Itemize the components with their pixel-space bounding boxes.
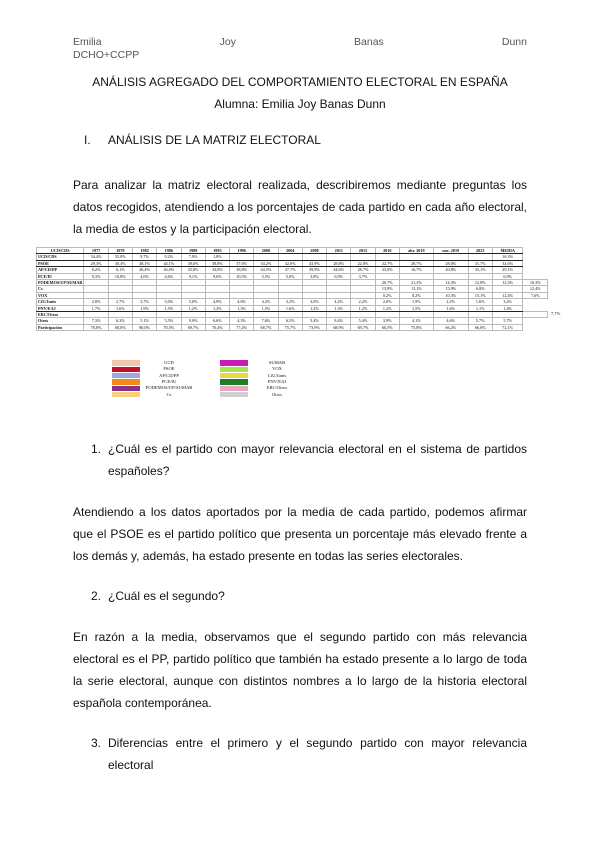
matrix-cell: 38,8% <box>230 267 254 273</box>
matrix-cell: 29,1% <box>492 267 523 273</box>
matrix-year-header: abr. 2019 <box>399 248 433 254</box>
matrix-cell: 28,8% <box>327 260 351 266</box>
legend-label: SUMAR <box>268 360 286 366</box>
matrix-year-header: 1979 <box>108 248 132 254</box>
matrix-year-header: 2015 <box>351 248 375 254</box>
matrix-row-label: VOX <box>37 292 84 298</box>
matrix-cell: 6,9% <box>327 273 351 279</box>
matrix-cell: 1,9% <box>399 299 433 305</box>
matrix-row-label: UCD/CDS <box>37 254 84 260</box>
matrix-row-label: Participación <box>37 324 84 330</box>
matrix-cell: 69,7% <box>181 324 205 330</box>
matrix-year-header: 1993 <box>205 248 229 254</box>
matrix-cell: 4,6% <box>157 273 181 279</box>
matrix-cell: 70,5% <box>157 324 181 330</box>
matrix-cell: 0,2% <box>399 292 433 298</box>
matrix-cell: 26,0% <box>157 267 181 273</box>
matrix-cell: 26,4% <box>132 267 156 273</box>
matrix-cell: 33,0% <box>375 267 399 273</box>
matrix-cell: 22,7% <box>375 260 399 266</box>
legend-swatch <box>112 373 140 379</box>
matrix-year-header: 1989 <box>181 248 205 254</box>
legend-label: ERC/Otros <box>266 385 288 391</box>
legend-swatch <box>220 379 248 385</box>
question-2-number: 2. <box>91 589 102 603</box>
matrix-cell: 13,1% <box>399 286 433 292</box>
matrix-cell: 6,5% <box>278 318 302 324</box>
matrix-cell: 66,2% <box>433 324 468 330</box>
legend-label: UCD <box>164 360 174 366</box>
matrix-cell: 42,6% <box>278 260 302 266</box>
matrix-cell: 39,6% <box>181 260 205 266</box>
matrix-cell: 22,0% <box>351 260 375 266</box>
matrix-cell: 5,0% <box>181 299 205 305</box>
matrix-cell: 14,3% <box>433 280 468 286</box>
matrix-cell: 12,4% <box>523 286 548 292</box>
matrix-cell: 8,2% <box>84 267 108 273</box>
legend-column-left <box>112 360 198 398</box>
matrix-cell: 28,0% <box>433 260 468 266</box>
legend-item <box>220 391 306 397</box>
matrix-cell: 4,2% <box>327 299 351 305</box>
matrix-cell: 7,6% <box>254 318 278 324</box>
matrix-cell: 1,8% <box>205 254 229 260</box>
matrix-corner-header: UCD/CDS <box>37 248 84 254</box>
question-1-number: 1. <box>91 442 102 456</box>
matrix-cell: 37,7% <box>278 267 302 273</box>
matrix-cell: 1,7% <box>84 305 108 311</box>
matrix-row-label: PNV/EAJ <box>37 305 84 311</box>
matrix-cell: 37,6% <box>230 260 254 266</box>
matrix-year-header: 2004 <box>278 248 302 254</box>
matrix-cell: 5,4% <box>351 318 375 324</box>
matrix-year-header: 1986 <box>157 248 181 254</box>
matrix-cell: 2,0% <box>375 299 399 305</box>
matrix-cell: 1,2% <box>205 305 229 311</box>
matrix-row-label: ERC/Otros <box>37 312 84 318</box>
matrix-cell: 68,0% <box>108 324 132 330</box>
matrix-cell: 1,6% <box>468 299 492 305</box>
question-2 <box>91 585 527 607</box>
matrix-cell: 7,3% <box>84 318 108 324</box>
matrix-cell: 5,5% <box>254 273 278 279</box>
question-3-text: Diferencias entre el primero y el segundo partido con mayor relevancia electoral <box>108 736 527 772</box>
matrix-cell: 1,3% <box>327 305 351 311</box>
electoral-matrix <box>36 247 581 331</box>
matrix-year-header: 2016 <box>375 248 399 254</box>
matrix-cell: 10,8% <box>108 273 132 279</box>
program-name: DCHO+CCPP <box>73 49 140 61</box>
matrix-cell: 34,8% <box>205 267 229 273</box>
matrix-cell: 34,4% <box>84 254 108 260</box>
legend-swatch <box>220 392 248 398</box>
matrix-cell: 4,1% <box>399 318 433 324</box>
matrix-row-label: Cs <box>37 286 84 292</box>
matrix-cell: 1,2% <box>302 305 326 311</box>
matrix-cell: 12,4% <box>492 292 523 298</box>
matrix-cell: 31,7% <box>468 260 492 266</box>
matrix-row-label: AP/CD/PP <box>37 267 84 273</box>
matrix-cell: 12,3% <box>492 280 523 286</box>
matrix-cell: 78,8% <box>84 324 108 330</box>
matrix-cell: 30,4% <box>108 260 132 266</box>
matrix-year-header: 1996 <box>230 248 254 254</box>
matrix-cell: 16,3% <box>492 254 523 260</box>
matrix-cell: 4,6% <box>230 299 254 305</box>
matrix-cell: 44,1% <box>157 260 181 266</box>
legend-swatch <box>112 360 140 366</box>
matrix-cell: 1,5% <box>254 305 278 311</box>
matrix-cell: 5,4% <box>302 318 326 324</box>
matrix-cell: 6,1% <box>108 267 132 273</box>
matrix-cell: 6,3% <box>108 318 132 324</box>
matrix-cell: 20,7% <box>375 280 399 286</box>
legend-swatch <box>112 386 140 392</box>
document-title <box>0 71 600 115</box>
legend-label: Cs <box>166 391 172 397</box>
matrix-cell: 38,8% <box>205 260 229 266</box>
legend-swatch <box>220 360 248 366</box>
legend-swatch <box>112 379 140 385</box>
matrix-cell: 34,2% <box>254 260 278 266</box>
matrix-row <box>37 324 548 330</box>
matrix-table <box>36 247 548 331</box>
matrix-cell: 5,7% <box>492 318 523 324</box>
matrix-cell: 8,4% <box>327 318 351 324</box>
matrix-cell: 28,7% <box>351 267 375 273</box>
legend-label: VOX <box>272 366 282 372</box>
matrix-cell: 72,1% <box>492 324 523 330</box>
matrix-cell: 5,0% <box>278 273 302 279</box>
legend-label: Otros <box>271 391 283 397</box>
matrix-cell: 33,1% <box>468 267 492 273</box>
matrix-row-label: CiU/Junts <box>37 299 84 305</box>
matrix-cell: 39,9% <box>302 267 326 273</box>
matrix-cell: 10,3% <box>433 292 468 298</box>
matrix-side-note: 7,7% <box>551 311 561 316</box>
matrix-cell: 4,6% <box>433 318 468 324</box>
matrix-cell: 6,9% <box>492 273 523 279</box>
page-header <box>73 36 527 61</box>
question-3 <box>91 732 527 776</box>
matrix-cell: 16,7% <box>399 267 433 273</box>
legend-swatch <box>220 367 248 373</box>
matrix-cell: 69,7% <box>351 324 375 330</box>
matrix-cell: 15,1% <box>468 292 492 298</box>
matrix-cell: 6,8% <box>468 286 492 292</box>
legend-label: PODEMOS/UP/SUMAR <box>145 385 193 391</box>
matrix-cell: 1,2% <box>181 305 205 311</box>
intro-paragraph: Para analizar la matriz electoral realizada, describiremos mediante preguntas los datos recogidos, atendiendo a los porcentajes de cada partido en cada año electoral, la media de estos y la participación electoral. <box>73 178 527 236</box>
matrix-cell: 5,7% <box>468 318 492 324</box>
matrix-cell: 1,2% <box>375 305 399 311</box>
legend-swatch <box>112 392 140 398</box>
question-3-number: 3. <box>91 736 102 750</box>
matrix-row-label: PCE/IU <box>37 273 84 279</box>
legend-label: PCE/IU <box>161 379 177 385</box>
matrix-cell: 9,3% <box>84 273 108 279</box>
matrix-cell <box>523 312 548 318</box>
matrix-cell: 80,0% <box>132 324 156 330</box>
legend-label: CiU/Junts <box>267 372 287 378</box>
matrix-cell: 44,6% <box>327 267 351 273</box>
matrix-cell: 9,6% <box>205 273 229 279</box>
matrix-cell: 20,8% <box>433 267 468 273</box>
matrix-row-label: Otros <box>37 318 84 324</box>
matrix-cell: 29,3% <box>84 260 108 266</box>
matrix-cell: 1,6% <box>433 305 468 311</box>
matrix-year-header: 2000 <box>254 248 278 254</box>
matrix-cell: 44,5% <box>254 267 278 273</box>
matrix-year-header: nov. 2019 <box>433 248 468 254</box>
legend-item <box>112 391 198 397</box>
matrix-cell: 1,5% <box>399 305 433 311</box>
matrix-cell: 7,6% <box>523 292 548 298</box>
student-line: Alumna: Emilia Joy Banas Dunn <box>214 97 386 111</box>
legend-swatch <box>112 367 140 373</box>
author-surname-1: Banas <box>354 36 384 48</box>
matrix-cell: 2,8% <box>84 299 108 305</box>
answer-1-paragraph: Atendiendo a los datos aportados por la media de cada partido, podemos afirmar que el PSOE es el partido político que presenta un porcentaje más elevado frente a los demás y, además, ha estado presente en todas las series electorales. <box>73 505 527 563</box>
matrix-cell: 3,2% <box>278 299 302 305</box>
matrix-cell: 3,7% <box>351 273 375 279</box>
matrix-cell: 1,3% <box>230 305 254 311</box>
matrix-year-header: 2011 <box>327 248 351 254</box>
question-2-text: ¿Cuál es el segundo? <box>108 589 225 603</box>
section-label: ANÁLISIS DE LA MATRIZ ELECTORAL <box>108 133 321 147</box>
matrix-cell: 34,6% <box>492 260 523 266</box>
main-title: ANÁLISIS AGREGADO DEL COMPORTAMIENTO ELECTORAL EN ESPAÑA <box>92 75 508 89</box>
matrix-cell: 25,8% <box>181 267 205 273</box>
matrix-cell: 2,2% <box>433 299 468 305</box>
author-middle-name: Joy <box>219 36 236 48</box>
matrix-row-label: PSOE <box>37 260 84 266</box>
matrix-cell: 4,2% <box>254 299 278 305</box>
matrix-body <box>37 254 548 331</box>
matrix-cell: 9,2% <box>157 254 181 260</box>
matrix-cell: 28,7% <box>399 260 433 266</box>
matrix-cell: 68,7% <box>254 324 278 330</box>
matrix-cell: 68,9% <box>327 324 351 330</box>
matrix-cell: 4,9% <box>205 299 229 305</box>
matrix-cell: 10,5% <box>230 273 254 279</box>
matrix-year-header: 2008 <box>302 248 326 254</box>
matrix-cell: 3,8% <box>302 273 326 279</box>
matrix-cell: 0,2% <box>375 292 399 298</box>
matrix-cell: 12,8% <box>468 280 492 286</box>
matrix-row-label: PODEMOS/UP/SUMAR <box>38 280 83 286</box>
matrix-cell: 77,4% <box>230 324 254 330</box>
answer-2-paragraph: En razón a la media, observamos que el segundo partido con más relevancia electoral es el PP, partido político que también ha estado presente a lo largo de toda la serie electoral, aunque con distintos nombres a lo largo de la historia electoral española contemporánea. <box>73 630 527 710</box>
matrix-cell: 15,9% <box>433 286 468 292</box>
matrix-cell: 7,9% <box>181 254 205 260</box>
legend-label: AP/CD/PP <box>159 372 179 378</box>
question-1 <box>91 438 527 482</box>
matrix-cell: 48,1% <box>132 260 156 266</box>
matrix-cell: 21,2% <box>399 280 433 286</box>
matrix-cell: 16,3% <box>523 280 548 286</box>
matrix-cell: 1,6% <box>278 305 302 311</box>
matrix-cell: 3,0% <box>302 299 326 305</box>
matrix-cell: 66,5% <box>375 324 399 330</box>
matrix-cell: 66,6% <box>468 324 492 330</box>
matrix-cell: 75,8% <box>399 324 433 330</box>
section-number: I. <box>84 133 91 147</box>
matrix-cell: 43,9% <box>302 260 326 266</box>
matrix-year-header: 1977 <box>84 248 108 254</box>
matrix-cell: 1,9% <box>132 305 156 311</box>
matrix-cell: 5,5% <box>157 318 181 324</box>
legend-swatch <box>220 373 248 379</box>
matrix-cell: 5,0% <box>157 299 181 305</box>
legend-column-right <box>220 360 306 398</box>
matrix-cell: 6,6% <box>205 318 229 324</box>
matrix-cell: 9,1% <box>181 273 205 279</box>
matrix-year-header: 2023 <box>468 248 492 254</box>
matrix-cell: 76,4% <box>205 324 229 330</box>
section-heading <box>84 133 321 147</box>
matrix-cell: 4,3% <box>230 318 254 324</box>
matrix-cell: 3,9% <box>375 318 399 324</box>
matrix-cell: 1,6% <box>108 305 132 311</box>
matrix-cell: 13,9% <box>375 286 399 292</box>
matrix-cell: 3,7% <box>132 299 156 305</box>
author-first-name: Emilia <box>73 36 102 48</box>
matrix-cell: 1,2% <box>351 305 375 311</box>
matrix-cell: 9,0% <box>181 318 205 324</box>
matrix-year-header: 1982 <box>132 248 156 254</box>
legend-label: PNV/EAJ <box>267 379 287 385</box>
matrix-cell: 1,1% <box>468 305 492 311</box>
legend-label: PSOE <box>163 366 175 372</box>
matrix-cell: 75,7% <box>278 324 302 330</box>
matrix-cell: 1,5% <box>157 305 181 311</box>
legend-swatch <box>220 386 248 392</box>
question-1-text: ¿Cuál es el partido con mayor relevancia electoral en el sistema de partidos españoles? <box>108 442 527 478</box>
matrix-year-header: MEDIA <box>492 248 523 254</box>
matrix-cell: 2,7% <box>108 299 132 305</box>
matrix-cell: 35,0% <box>108 254 132 260</box>
author-name <box>73 36 527 48</box>
matrix-cell: 9,7% <box>132 254 156 260</box>
matrix-cell: 5,1% <box>132 318 156 324</box>
matrix-cell: 2,2% <box>351 299 375 305</box>
author-surname-2: Dunn <box>501 36 527 48</box>
party-legend <box>112 360 306 398</box>
matrix-cell: 3,2% <box>492 299 523 305</box>
matrix-cell: 4,0% <box>132 273 156 279</box>
matrix-cell: 73,9% <box>302 324 326 330</box>
matrix-cell: 1,4% <box>492 305 523 311</box>
